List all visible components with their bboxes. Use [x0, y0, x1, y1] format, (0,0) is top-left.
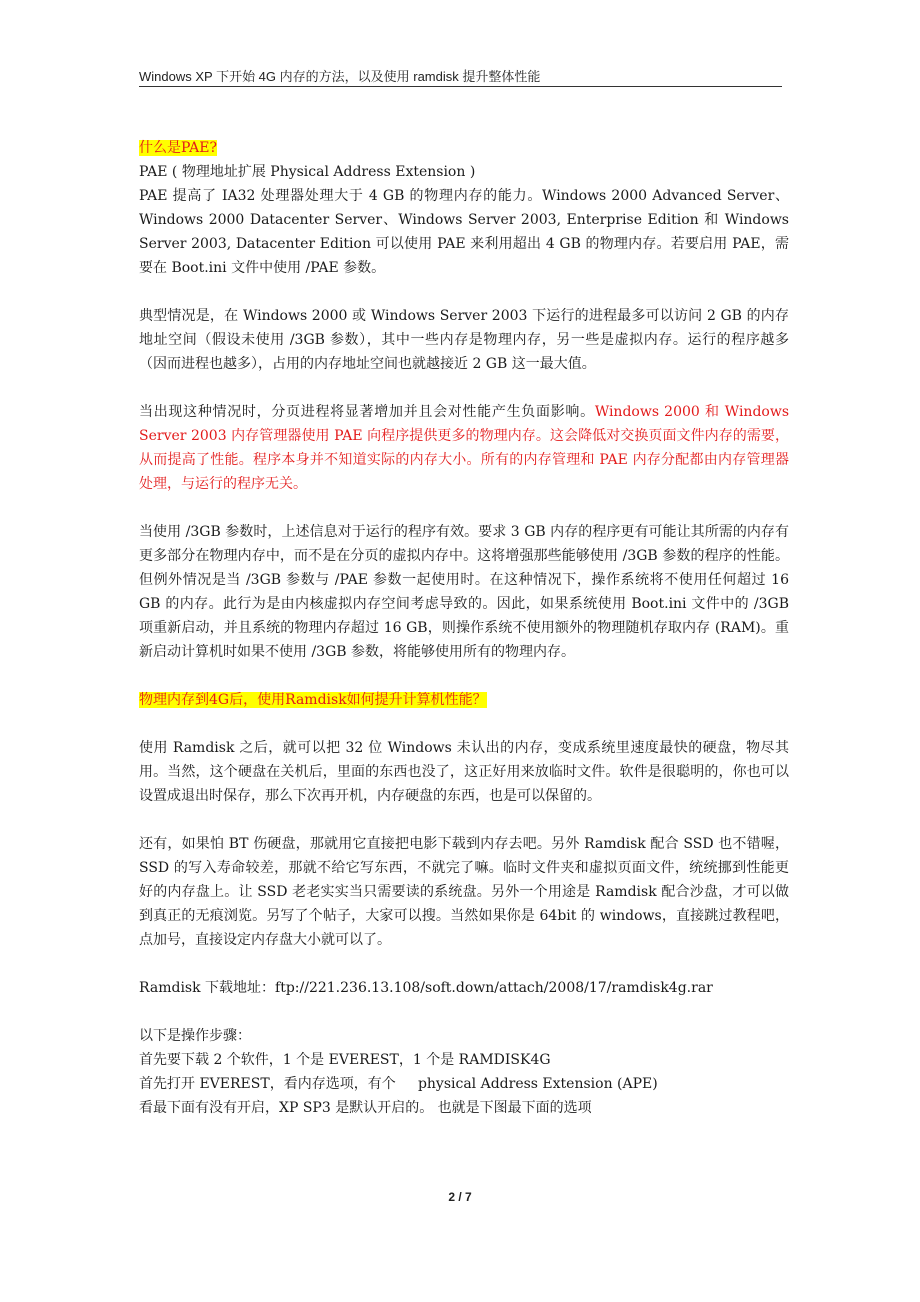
download-link: Ramdisk 下载地址：ftp://221.236.13.108/soft.down/attach/2008/17/ramdisk4g.rar: [139, 980, 713, 996]
step-item: 首先打开 EVEREST，看内存选项，有个 physical Address Extension (APE): [139, 1076, 658, 1092]
paragraph: 使用 Ramdisk 之后，就可以把 32 位 Windows 未认出的内存，变成系统里速度最快的硬盘，物尽其用。当然，这个硬盘在关机后，里面的东西也没了，这正好用来放临时文件。软件是很聪明的，你也可以设置成退出时保存，那么下次再开机，内存硬盘的东西，也是可以保留的。: [139, 740, 789, 804]
paragraph: 还有，如果怕 BT 伤硬盘，那就用它直接把电影下载到内存去吧。另外 Ramdisk 配合 SSD 也不错喔，SSD 的写入寿命较差，那就不给它写东西，不就完了嘛。临时文件夹和虚拟页面文件，统统挪到性能更好的内存盘上。让 SSD 老老实实当只需要读的系统盘。另外一个用途是 Ramdisk 配合沙盘，才可以做到真正的无痕浏览。另写了个帖子，大家可以搜。当然如果你是 64bit 的 windows，直接跳过教程吧，点加号，直接设定内存盘大小就可以了。: [139, 836, 789, 948]
header-divider: [139, 86, 782, 87]
paragraph: 当使用 /3GB 参数时，上述信息对于运行的程序有效。要求 3 GB 内存的程序更有可能让其所需的内存有更多部分在物理内存中，而不是在分页的虚拟内存中。这将增强那些能够使用 /3GB 参数的程序的性能。但例外情况是当 /3GB 参数与 /PAE 参数一起使用时。在这种情况下，操作系统将不使用任何超过 16 GB 的内存。此行为是由内核虚拟内存空间考虑导致的。因此，如果系统使用 Boot.ini 文件中的 /3GB 项重新启动，并且系统的物理内存超过 16 GB，则操作系统不使用额外的物理随机存取内存 (RAM)。重新启动计算机时如果不使用 /3GB 参数，将能够使用所有的物理内存。: [139, 524, 789, 660]
page-number: 2 / 7: [448, 1190, 472, 1204]
section-heading-pae: 什么是PAE?: [139, 140, 217, 156]
paragraph: [139, 400, 789, 496]
step-item: 看最下面有没有开启，XP SP3 是默认开启的。 也就是下图最下面的选项: [139, 1100, 592, 1116]
page-header: Windows XP 下开始 4G 内存的方法，以及使用 ramdisk 提升整体性能: [139, 69, 541, 84]
paragraph-text: 当出现这种情况时，分页进程将显著增加并且会对性能产生负面影响。: [139, 404, 595, 420]
section-heading-ramdisk: 物理内存到4G后，使用Ramdisk如何提升计算机性能？: [139, 692, 487, 708]
pae-definition: PAE ( 物理地址扩展 Physical Address Extension ): [139, 164, 476, 180]
steps-title: 以下是操作步骤：: [139, 1028, 251, 1044]
paragraph: 典型情况是，在 Windows 2000 或 Windows Server 2003 下运行的进程最多可以访问 2 GB 的内存地址空间（假设未使用 /3GB 参数），其中一些内存是物理内存，另一些是虚拟内存。运行的程序越多（因而进程也越多），占用的内存地址空间也就越接近 2 GB 这一最大值。: [139, 308, 789, 372]
paragraph: PAE 提高了 IA32 处理器处理大于 4 GB 的物理内存的能力。Windows 2000 Advanced Server、 Windows 2000 Datacenter Server、Windows Server 2003, Enterprise Edition 和 Windows Server 2003, Datacenter Edition 可以使用 PAE 来利用超出 4 GB 的物理内存。若要启用 PAE，需要在 Boot.ini 文件中使用 /PAE 参数。: [139, 188, 789, 276]
document-body: [139, 136, 789, 1120]
highlighted-red-text: Windows 2000 和 Windows Server 2003 内存管理器使用 PAE 向程序提供更多的物理内存。这会降低对交换页面文件内存的需要，从而提高了性能。程序本身并不知道实际的内存大小。所有的内存管理和 PAE 内存分配都由内存管理器处理，与运行的程序无关。: [139, 404, 789, 492]
step-item: 首先要下载 2 个软件，1 个是 EVEREST，1 个是 RAMDISK4G: [139, 1052, 551, 1068]
